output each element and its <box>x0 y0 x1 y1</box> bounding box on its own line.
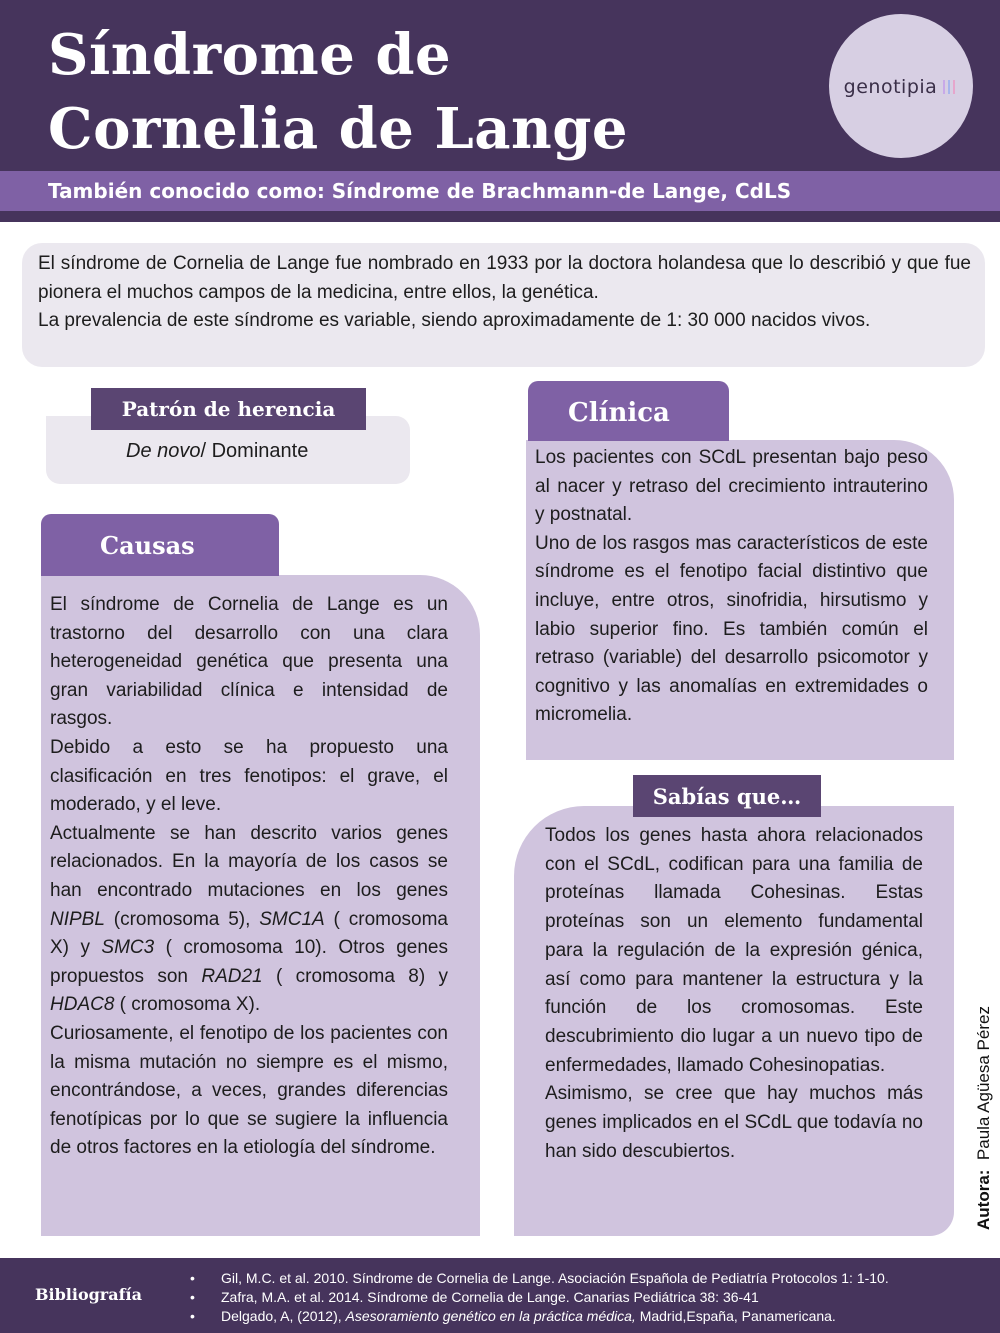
clinica-paragraph-2: Uno de los rasgos mas característicos de este síndrome es el fenotipo facial distintivo que incluye, entre otros, sinofridia, hirsutismo y labio superior fino. Es también común el retraso (variable) del desarrollo psicomotor y cognitivo y las anomalías en extremidades o micromelia. <box>535 532 928 726</box>
herencia-value <box>126 438 308 464</box>
page-title <box>48 18 628 166</box>
logo-bars-icon <box>943 77 958 99</box>
intro-paragraph-2: La prevalencia de este síndrome es variable, siendo aproximadamente de 1: 30 000 nacidos vivos. <box>38 310 871 331</box>
gene-rad21: RAD21 <box>201 965 263 987</box>
sabias-paragraph-1: Todos los genes hasta ahora relacionados con el SCdL, codifican para una familia de proteínas llamada Cohesinas. Estas proteínas son un elemento fundamental para la regulación de la expresión génica, así como para mantener la estructura y la función de los cromosomas. Este descubrimiento dio lugar a un nuevo tipo de enfermedades, llamado Cohesinopatias. <box>545 825 923 1076</box>
sabias-paragraph-2: Asimismo, se cree que hay muchos más genes implicados en el SCdL que todavía no han sido descubiertos. <box>545 1083 923 1162</box>
subtitle: También conocido como: Síndrome de Brachmann-de Lange, CdLS <box>48 179 792 203</box>
sabias-text <box>545 822 923 1166</box>
clinica-heading: Clínica <box>528 381 729 441</box>
logo-wordmark <box>829 76 973 99</box>
causas-paragraph-4: Curiosamente, el fenotipo de los pacientes con la misma mutación no siempre es el mismo, encontrándose, a veces, grandes diferencias fenotípicas por lo que se sugiere la influencia de otros factores en la etiología del síndrome. <box>50 1022 448 1159</box>
causas-heading: Causas <box>41 514 279 576</box>
footer-bibliografia <box>0 1258 1000 1333</box>
causas-paragraph-2: Debido a esto se ha propuesto una clasificación en tres fenotipos: el grave, el moderado, y el leve. <box>50 736 448 816</box>
causas-paragraph-3: Actualmente se han descrito varios genes relacionados. En la mayoría de los casos se han encontrado mutaciones en los genes NIPBL (cromosoma 5), SMC1A ( cromosoma X) y SMC3 ( cromosoma 10). Otros genes propuestos son RAD21 ( cromosoma 8) y HDAC8 ( cromosoma X). <box>50 822 448 1016</box>
clinica-text <box>535 444 928 730</box>
subtitle-bar <box>0 171 1000 211</box>
author-credit <box>972 1006 996 1230</box>
herencia-rest: / Dominante <box>200 440 309 462</box>
logo-text: genotipia <box>843 76 938 98</box>
reference-list <box>190 1269 889 1326</box>
header-banner <box>0 0 1000 222</box>
intro-paragraph-1: El síndrome de Cornelia de Lange fue nombrado en 1933 por la doctora holandesa que lo describió y que fue pionera el muchos campos de la medicina, entre ellos, la genética. <box>38 253 971 303</box>
sabias-heading: Sabías que… <box>633 775 821 817</box>
causas-paragraph-1: El síndrome de Cornelia de Lange es un trastorno del desarrollo con una clara heterogeneidad genética que presenta una gran variabilidad clínica e intensidad de rasgos. <box>50 594 448 730</box>
gene-nipbl: NIPBL <box>50 908 105 930</box>
clinica-paragraph-1: Los pacientes con SCdL presentan bajo peso al nacer y retraso del crecimiento intrauterino y postnatal. <box>535 447 928 526</box>
title-line-1: Síndrome de <box>48 22 452 88</box>
bibliografia-label: Bibliografía <box>35 1285 142 1304</box>
herencia-heading: Patrón de herencia <box>91 388 366 430</box>
genotipia-logo <box>829 14 973 158</box>
author-label: Autora: <box>974 1169 993 1230</box>
title-line-2: Cornelia de Lange <box>48 96 629 162</box>
gene-smc3: SMC3 <box>101 937 155 959</box>
herencia-italic: De novo <box>126 440 201 462</box>
gene-hdac8: HDAC8 <box>50 994 115 1016</box>
reference-item: • Delgado, A, (2012), Asesoramiento genético en la práctica médica, Madrid,España, Panamericana. <box>190 1308 836 1324</box>
causas-text <box>50 591 448 1163</box>
intro-box <box>22 243 985 367</box>
gene-smc1a: SMC1A <box>259 908 325 930</box>
reference-item: • Gil, M.C. et al. 2010. Síndrome de Cornelia de Lange. Asociación Española de Pediatría Protocolos 1: 1-10. <box>190 1270 889 1286</box>
reference-item: • Zafra, M.A. et al. 2014. Síndrome de Cornelia de Lange. Canarias Pediátrica 38: 36-41 <box>190 1289 759 1305</box>
author-name: Paula Agüesa Pérez <box>974 1006 993 1161</box>
